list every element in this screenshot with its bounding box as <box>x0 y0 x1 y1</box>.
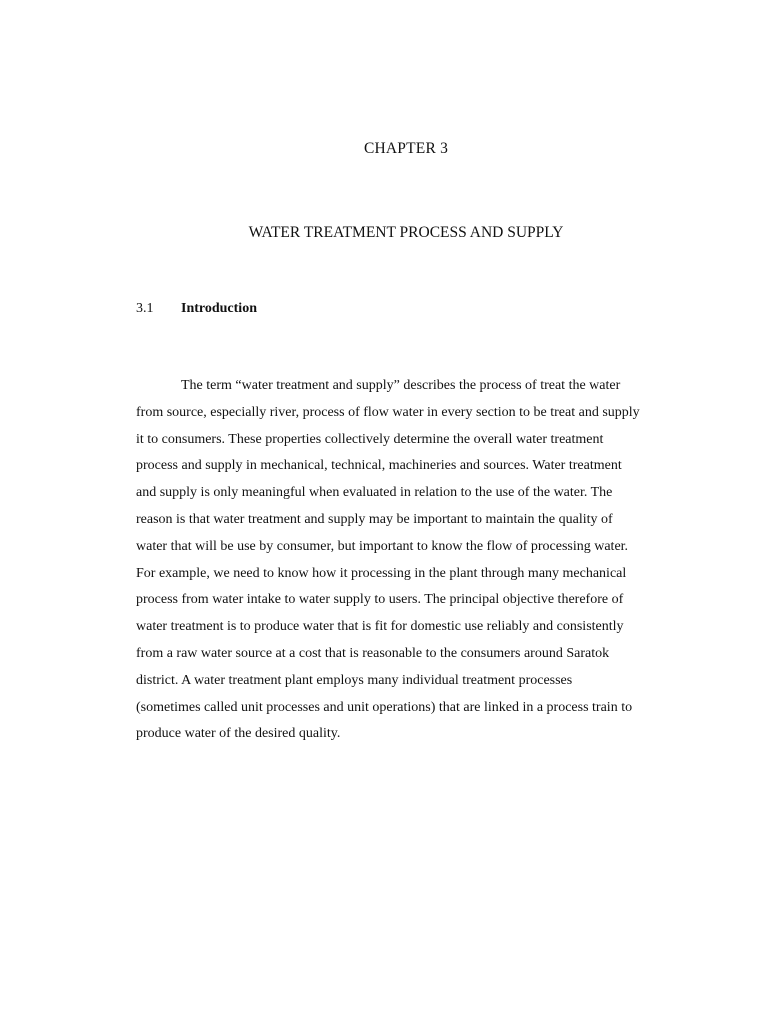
introduction-paragraph <box>136 373 684 748</box>
paragraph-line: reason is that water treatment and supply may be important to maintain the quality of <box>136 511 613 527</box>
paragraph-line: from a raw water source at a cost that is reasonable to the consumers around Saratok <box>136 645 610 661</box>
chapter-label: CHAPTER 3 <box>363 140 449 157</box>
paragraph-line: For example, we need to know how it processing in the plant through many mechanical <box>136 565 627 581</box>
paragraph-line: process and supply in mechanical, technical, machineries and sources. Water treatment <box>136 458 622 474</box>
section-heading <box>136 301 257 317</box>
paragraph-line: it to consumers. These properties collectively determine the overall water treatment <box>136 431 604 447</box>
section-title: Introduction <box>181 301 257 316</box>
paragraph-line: and supply is only meaningful when evaluated in relation to the use of the water. The <box>136 485 613 501</box>
paragraph-line: produce water of the desired quality. <box>136 726 341 742</box>
paragraph-line: water that will be use by consumer, but important to know the flow of processing water. <box>136 538 629 554</box>
paragraph-line: water treatment is to produce water that is fit for domestic use reliably and consistently <box>136 619 624 635</box>
chapter-title: WATER TREATMENT PROCESS AND SUPPLY <box>248 224 564 241</box>
paragraph-line: from source, especially river, process of flow water in every section to be treat and supply <box>136 404 640 420</box>
paragraph-line: district. A water treatment plant employs many individual treatment processes <box>136 672 573 688</box>
paragraph-line: The term “water treatment and supply” describes the process of treat the water <box>181 378 621 393</box>
section-number: 3.1 <box>136 301 154 316</box>
paragraph-line: (sometimes called unit processes and unit operations) that are linked in a process train to <box>136 699 633 715</box>
paragraph-line: process from water intake to water supply to users. The principal objective therefore of <box>136 592 624 608</box>
